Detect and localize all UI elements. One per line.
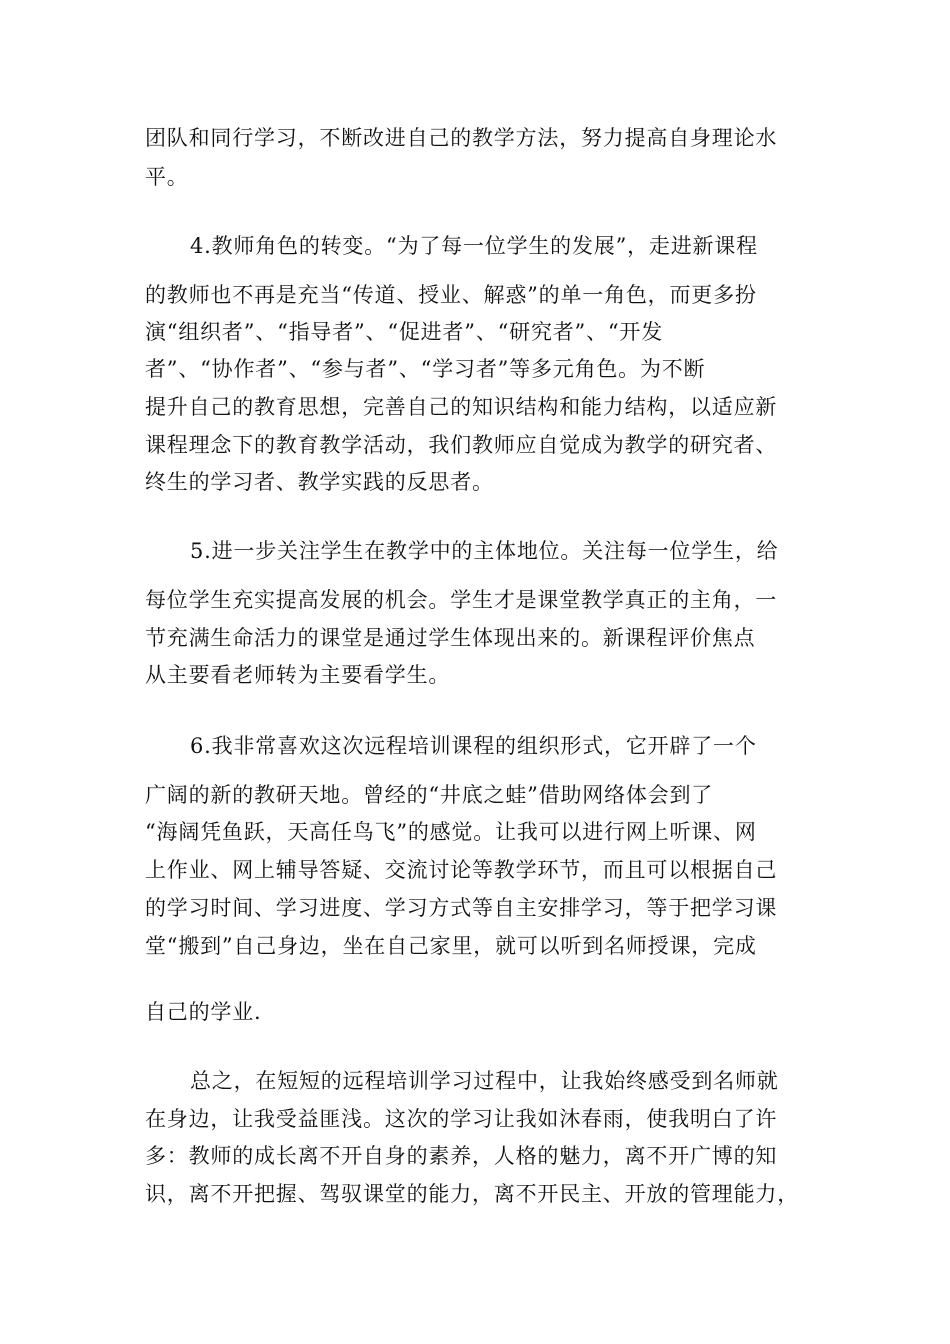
text-line: 平。 (145, 165, 189, 189)
text-line: 提升自己的教育思想，完善自己的知识结构和能力结构，以适应新 (145, 395, 778, 419)
text-line: 团队和同行学习，不断改进自己的教学方法，努力提高自身理论水 (145, 126, 778, 150)
text-line: 广阔的新的教研天地。曾经的“井底之蛙”借助网络体会到了 (145, 783, 714, 807)
text-line: 多：教师的成长离不开自身的素养，人格的魅力，离不开广博的知 (145, 1144, 778, 1168)
text-line: 从主要看老师转为主要看学生。 (145, 663, 451, 687)
text-line: 终生的学习者、教学实践的反思者。 (145, 470, 494, 494)
text-line: 课程理念下的教育教学活动，我们教师应自觉成为教学的研究者、 (145, 433, 778, 457)
text-line: 总之，在短短的远程培训学习过程中，让我始终感受到名师就 (190, 1069, 779, 1093)
text-line: 节充满生命活力的课堂是通过学生体现出来的。新课程评价焦点 (145, 626, 756, 650)
text-line: “海阔凭鱼跃，天高任鸟飞”的感觉。让我可以进行网上听课、网 (145, 820, 757, 844)
text-line: 堂“搬到”自己身边，坐在自己家里，就可以听到名师授课，完成 (145, 934, 757, 958)
text-line: 自己的学业. (145, 1000, 262, 1024)
text-line: 6.我非常喜欢这次远程培训课程的组织形式，它开辟了一个 (190, 734, 757, 758)
text-line: 演“组织者”、“指导者”、“促进者”、“研究者”、“开发 (145, 320, 664, 344)
text-line: 识，离不开把握、驾驭课堂的能力，离不开民主、开放的管理能力， (145, 1182, 799, 1206)
text-line: 在身边，让我受益匪浅。这次的学习让我如沐春雨，使我明白了许 (145, 1107, 778, 1131)
text-line: 的教师也不再是充当“传道、授业、解惑”的单一角色，而更多扮 (145, 283, 757, 307)
text-line: 每位学生充实提高发展的机会。学生才是课堂教学真正的主角，一 (145, 588, 778, 612)
text-line: 的学习时间、学习进度、学习方式等自主安排学习，等于把学习课 (145, 896, 778, 920)
text-line: 4.教师角色的转变。“为了每一位学生的发展”，走进新课程 (190, 234, 758, 258)
text-line: 5.进一步关注学生在教学中的主体地位。关注每一位学生，给 (190, 539, 779, 563)
text-line: 者”、“协作者”、“参与者”、“学习者”等多元角色。为不断 (145, 357, 706, 381)
text-line: 上作业、网上辅导答疑、交流讨论等教学环节，而且可以根据自己 (145, 858, 778, 882)
